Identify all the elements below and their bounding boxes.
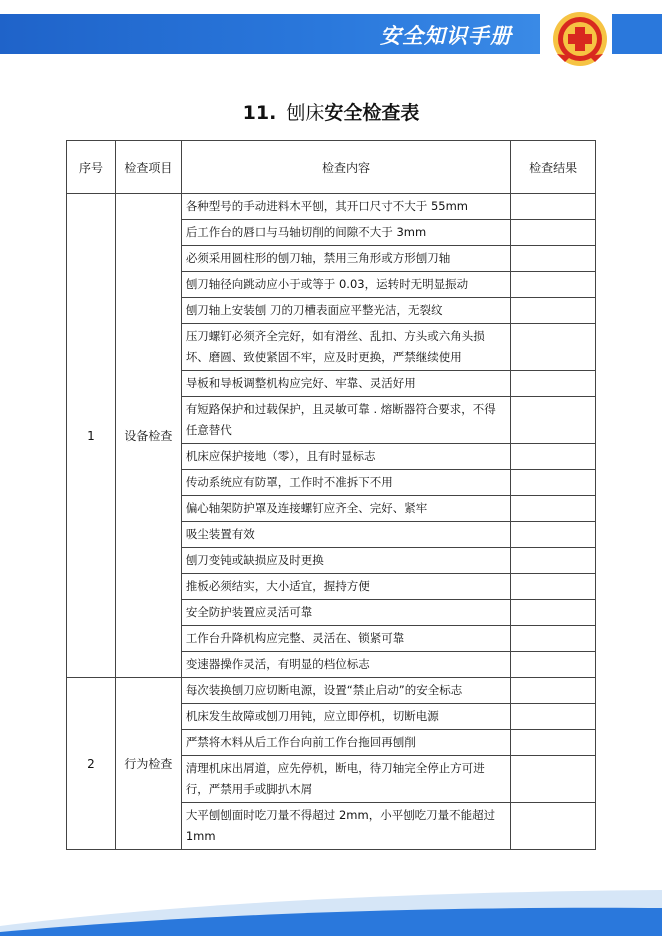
check-content: 压刀螺钉必须齐全完好，如有滑丝、乱扣、方头或六角头损坏、磨圆、致使紧固不牢，应及时更换，严禁继续使用 bbox=[181, 324, 510, 371]
check-content: 刨刀轴径向跳动应小于或等于 0.03，运转时无明显振动 bbox=[181, 272, 510, 298]
check-result-cell[interactable] bbox=[511, 444, 596, 470]
check-content: 有短路保护和过载保护，且灵敏可靠 . 熔断器符合要求，不得任意替代 bbox=[181, 397, 510, 444]
header-item: 检查项目 bbox=[115, 141, 181, 194]
check-content: 传动系统应有防罩，工作时不准拆下不用 bbox=[181, 470, 510, 496]
table-header-row bbox=[67, 141, 596, 194]
footer-wave bbox=[0, 886, 662, 936]
title-number: 11. bbox=[242, 102, 277, 124]
header-banner-end bbox=[612, 14, 662, 54]
check-content: 大平刨刨面时吃刀量不得超过 2mm，小平刨吃刀量不能超过 1mm bbox=[181, 803, 510, 850]
check-result-cell[interactable] bbox=[511, 756, 596, 803]
check-category: 行为检查 bbox=[115, 678, 181, 850]
banner-title: 安全知识手册 bbox=[380, 24, 512, 48]
check-content: 机床应保护接地（零），且有时显标志 bbox=[181, 444, 510, 470]
red-cross-emblem-icon bbox=[551, 10, 609, 68]
check-result-cell[interactable] bbox=[511, 803, 596, 850]
check-result-cell[interactable] bbox=[511, 298, 596, 324]
header-banner bbox=[0, 14, 540, 54]
check-result-cell[interactable] bbox=[511, 678, 596, 704]
check-result-cell[interactable] bbox=[511, 548, 596, 574]
check-result-cell[interactable] bbox=[511, 626, 596, 652]
check-result-cell[interactable] bbox=[511, 704, 596, 730]
check-result-cell[interactable] bbox=[511, 324, 596, 371]
check-result-cell[interactable] bbox=[511, 397, 596, 444]
check-content: 安全防护装置应灵活可靠 bbox=[181, 600, 510, 626]
check-content: 各种型号的手动进料木平刨，其开口尺寸不大于 55mm bbox=[181, 194, 510, 220]
table-row bbox=[67, 678, 596, 704]
check-result-cell[interactable] bbox=[511, 652, 596, 678]
check-content: 工作台升降机构应完整、灵活在、锁紧可靠 bbox=[181, 626, 510, 652]
check-result-cell[interactable] bbox=[511, 730, 596, 756]
header-content: 检查内容 bbox=[181, 141, 510, 194]
check-content: 机床发生故障或刨刀用钝，应立即停机，切断电源 bbox=[181, 704, 510, 730]
check-result-cell[interactable] bbox=[511, 220, 596, 246]
header-result: 检查结果 bbox=[511, 141, 596, 194]
page-title bbox=[0, 98, 662, 125]
check-category: 设备检查 bbox=[115, 194, 181, 678]
title-prefix: 刨床 bbox=[286, 102, 325, 124]
check-result-cell[interactable] bbox=[511, 470, 596, 496]
check-content: 偏心轴架防护罩及连接螺钉应齐全、完好、紧牢 bbox=[181, 496, 510, 522]
check-result-cell[interactable] bbox=[511, 194, 596, 220]
check-content: 必须采用圆柱形的刨刀轴，禁用三角形或方形刨刀轴 bbox=[181, 246, 510, 272]
check-result-cell[interactable] bbox=[511, 246, 596, 272]
check-result-cell[interactable] bbox=[511, 522, 596, 548]
check-content: 刨刀轴上安装刨 刀的刀槽表面应平整光洁，无裂纹 bbox=[181, 298, 510, 324]
row-number: 1 bbox=[67, 194, 116, 678]
check-result-cell[interactable] bbox=[511, 496, 596, 522]
check-content: 导板和导板调整机构应完好、牢靠、灵活好用 bbox=[181, 371, 510, 397]
check-content: 清理机床出屑道，应先停机，断电，待刀轴完全停止方可进行，严禁用手或脚扒木屑 bbox=[181, 756, 510, 803]
table-row bbox=[67, 194, 596, 220]
check-result-cell[interactable] bbox=[511, 272, 596, 298]
check-content: 刨刀变钝或缺损应及时更换 bbox=[181, 548, 510, 574]
title-main: 安全检查表 bbox=[324, 102, 420, 124]
check-result-cell[interactable] bbox=[511, 371, 596, 397]
check-content: 严禁将木料从后工作台向前工作台拖回再刨削 bbox=[181, 730, 510, 756]
check-content: 变速器操作灵活，有明显的档位标志 bbox=[181, 652, 510, 678]
row-number: 2 bbox=[67, 678, 116, 850]
check-content: 后工作台的唇口与马轴切削的间隙不大于 3mm bbox=[181, 220, 510, 246]
check-content: 吸尘装置有效 bbox=[181, 522, 510, 548]
check-result-cell[interactable] bbox=[511, 574, 596, 600]
inspection-table bbox=[66, 140, 596, 850]
header-no: 序号 bbox=[67, 141, 116, 194]
check-result-cell[interactable] bbox=[511, 600, 596, 626]
check-content: 推板必须结实，大小适宜，握持方便 bbox=[181, 574, 510, 600]
check-content: 每次装换刨刀应切断电源，设置“禁止启动”的安全标志 bbox=[181, 678, 510, 704]
